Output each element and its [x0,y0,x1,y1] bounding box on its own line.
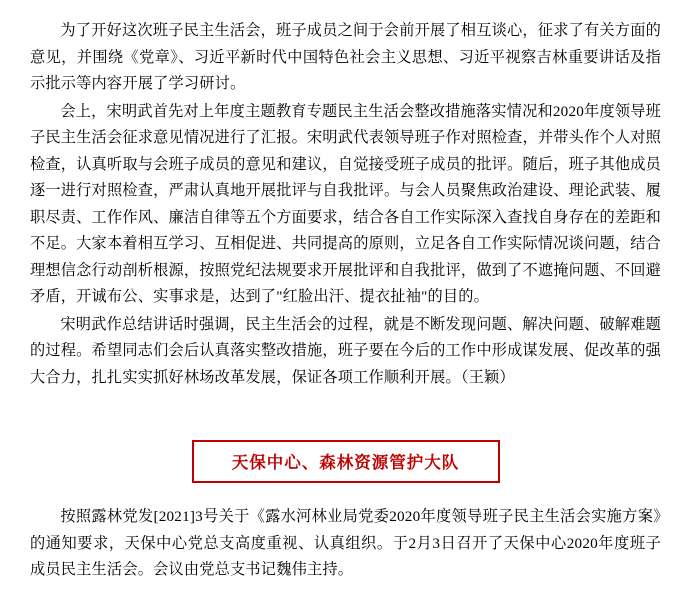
section-banner-label: 天保中心、森林资源管护大队 [231,453,460,472]
paragraph-4: 按照露林党发[2021]3号关于《露水河林业局党委2020年度领导班子民主生活会实施方案》的通知要求，天保中心党总支高度重视、认真组织。于2月3日召开了天保中心2020年度班子成员民主生活会。会议由党总支书记魏伟主持。 [30,508,661,578]
section-banner [192,440,500,483]
paragraph-2: 会上，宋明武首先对上年度主题教育专题民主生活会整改措施落实情况和2020年度领导班子民主生活会征求意见情况进行了汇报。宋明武代表领导班子作对照检查，并带头作个人对照检查，认真听取与会班子成员的意见和建议，自觉接受班子成员的批评。随后，班子其他成员逐一进行对照检查，严肃认真地开展批评与自我批评。与会人员聚焦政治建设、理论武装、履职尽责、工作作风、廉洁自律等五个方面要求，结合各自工作实际深入查找自身存在的差距和不足。大家本着相互学习、互相促进、共同提高的原则，立足各自工作实际情况谈问题，结合理想信念行动剖析根源，按照党纪法规要求开展批评和自我批评，做到了不遮掩问题、不回避矛盾，开诚布公、实事求是，达到了"红脸出汗、提衣扯袖"的目的。 [30,102,661,305]
paragraph-3: 宋明武作总结讲话时强调，民主生活会的过程，就是不断发现问题、解决问题、破解难题的过程。希望同志们会后认真落实整改措施，班子要在今后的工作中形成谋发展、促改革的强大合力，扎扎实实抓好林场改革发展，保证各项工作顺利开展。（王颖） [30,315,661,386]
section-banner-container [30,392,661,504]
paragraph-1: 为了开好这次班子民主生活会，班子成员之间于会前开展了相互谈心，征求了有关方面的意见，并围绕《党章》、习近平新时代中国特色社会主义思想、习近平视察吉林重要讲话及指示批示等内容开展了学习研讨。 [30,22,661,92]
